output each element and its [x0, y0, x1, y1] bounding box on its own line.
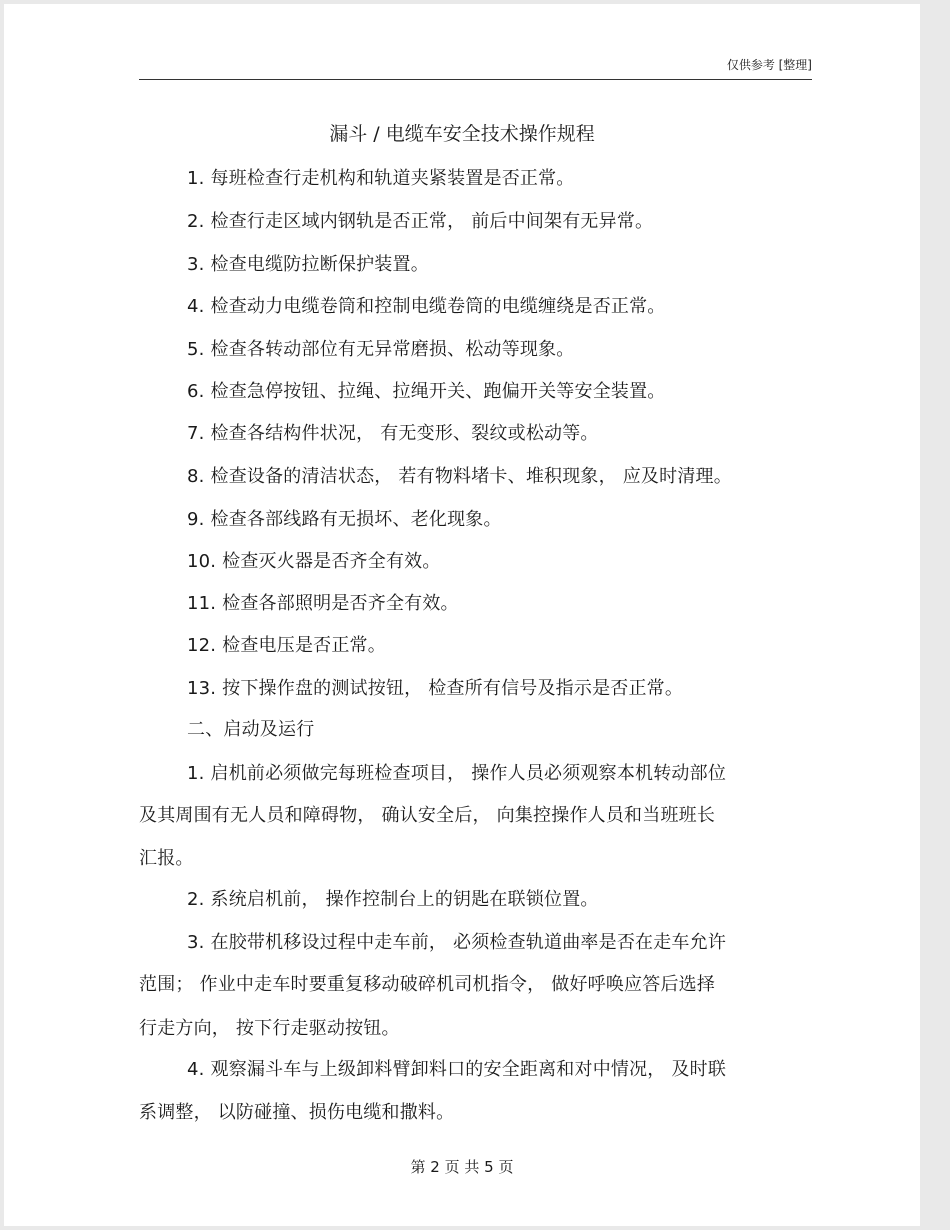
check-item-1: 1. 每班检查行走机构和轨道夹紧装置是否正常。	[187, 168, 575, 189]
paragraph-line: 1. 启机前必须做完每班检查项目， 操作人员必须观察本机转动部位	[187, 763, 727, 784]
paragraph-line: 行走方向， 按下行走驱动按钮。	[139, 1018, 400, 1039]
check-item-12: 12. 检查电压是否正常。	[187, 635, 386, 656]
document-page	[4, 4, 920, 1226]
check-item-11: 11. 检查各部照明是否齐全有效。	[187, 593, 459, 614]
paragraph-line: 系调整， 以防碰撞、损伤电缆和撒料。	[139, 1102, 455, 1123]
paragraph-line: 汇报。	[139, 848, 194, 869]
check-item-10: 10. 检查灭火器是否齐全有效。	[187, 551, 441, 572]
check-item-3: 3. 检查电缆防拉断保护装置。	[187, 254, 429, 275]
check-item-6: 6. 检查急停按钮、拉绳、拉绳开关、跑偏开关等安全装置。	[187, 381, 666, 402]
document-title: 漏斗 / 电缆车安全技术操作规程	[329, 123, 595, 145]
check-item-9: 9. 检查各部线路有无损坏、老化现象。	[187, 509, 502, 530]
check-item-7: 7. 检查各结构件状况， 有无变形、裂纹或松动等。	[187, 423, 599, 444]
paragraph-line: 2. 系统启机前， 操作控制台上的钥匙在联锁位置。	[187, 889, 599, 910]
paragraph-line: 及其周围有无人员和障碍物， 确认安全后， 向集控操作人员和当班班长	[139, 805, 716, 826]
check-item-8: 8. 检查设备的清洁状态， 若有物料堵卡、堆积现象， 应及时清理。	[187, 466, 732, 487]
check-item-2: 2. 检查行走区域内钢轨是否正常， 前后中间架有无异常。	[187, 211, 654, 232]
paragraph-line: 范围； 作业中走车时要重复移动破碎机司机指令， 做好呼唤应答后选择	[139, 974, 716, 995]
section-heading: 二、启动及运行	[187, 719, 315, 740]
check-item-4: 4. 检查动力电缆卷筒和控制电缆卷筒的电缆缠绕是否正常。	[187, 296, 666, 317]
check-item-13: 13. 按下操作盘的测试按钮， 检查所有信号及指示是否正常。	[187, 678, 684, 699]
paragraph-line: 3. 在胶带机移设过程中走车前， 必须检查轨道曲率是否在走车允许	[187, 932, 727, 953]
check-item-5: 5. 检查各转动部位有无异常磨损、松动等现象。	[187, 339, 575, 360]
header-divider	[139, 79, 812, 80]
page-header: 仅供参考 [整理]	[726, 58, 812, 72]
page-footer: 第 2 页 共 5 页	[410, 1158, 514, 1176]
paragraph-line: 4. 观察漏斗车与上级卸料臂卸料口的安全距离和对中情况， 及时联	[187, 1059, 727, 1080]
